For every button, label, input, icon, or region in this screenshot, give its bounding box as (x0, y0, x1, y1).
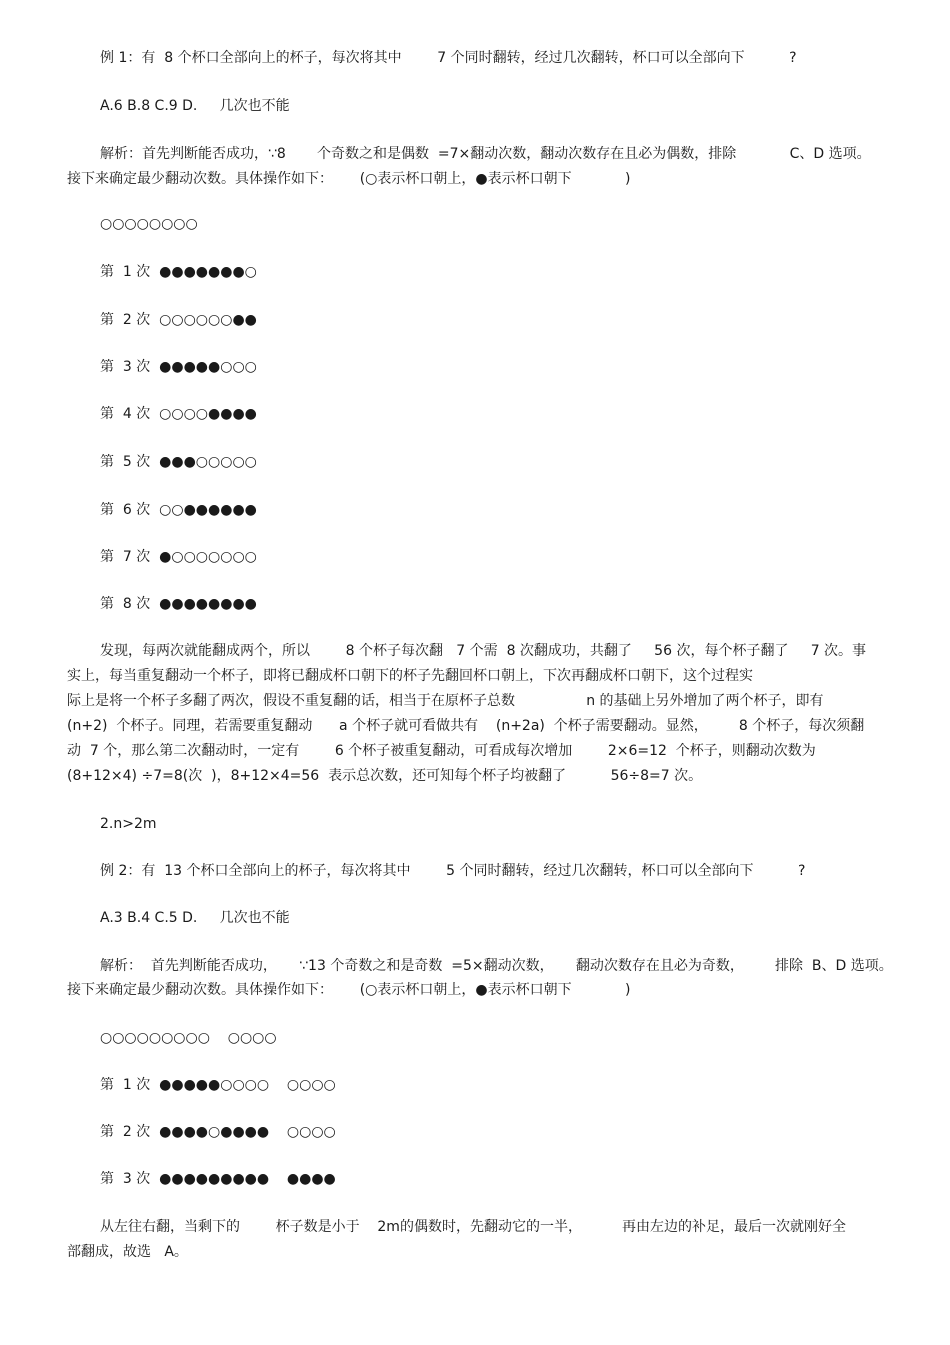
discussion-line-1: 发现，每两次就能翻成两个，所以 8 个杯子每次翻 7 个需 8 次翻成功，共翻了 56 次，每个杯子翻了 7 次。事 (100, 643, 867, 659)
example-1-analysis-line2: 接下来确定最少翻动次数。具体操作如下： (○表示杯口朝上，●表示杯口朝下 ) (67, 171, 631, 187)
example-2-initial-state: ○○○○○○○○○ ○○○○ (100, 1030, 277, 1046)
discussion-line-4: (n+2) 个杯子。同理，若需要重复翻动 a 个杯子就可看做共有 (n+2a) 个杯子需要翻动。显然， 8 个杯子，每次须翻 (67, 718, 865, 734)
example-1-question: 例 1：有 8 个杯口全部向上的杯子，每次将其中 7 个同时翻转，经过几次翻转，杯口可以全部向下 ? (100, 50, 797, 66)
example-1-step-6: 第 6 次 ○○●●●●●● (100, 502, 257, 518)
section-heading: 2.n>2m (100, 816, 157, 832)
example-1-step-4: 第 4 次 ○○○○●●●● (100, 406, 257, 422)
example-1-initial-state: ○○○○○○○○ (100, 216, 198, 232)
example-2-options: A.3 B.4 C.5 D. 几次也不能 (100, 910, 290, 926)
conclusion-line-1: 从左往右翻，当剩下的 杯子数是小于 2m的偶数时，先翻动它的一半， 再由左边的补足，最后一次就刚好全 (100, 1219, 846, 1235)
example-1-analysis-line1: 解析：首先判断能否成功，∵8 个奇数之和是偶数 =7×翻动次数，翻动次数存在且必为偶数，排除 C、D 选项。 (100, 146, 871, 162)
example-2-step-3: 第 3 次 ●●●●●●●●● ●●●● (100, 1171, 336, 1187)
example-1-step-5: 第 5 次 ●●●○○○○○ (100, 454, 257, 470)
example-1-options: A.6 B.8 C.9 D. 几次也不能 (100, 98, 290, 114)
discussion-line-2: 实上，每当重复翻动一个杯子，即将已翻成杯口朝下的杯子先翻回杯口朝上，下次再翻成杯口朝下，这个过程实 (67, 668, 753, 684)
conclusion-line-2: 部翻成，故选 A。 (67, 1244, 188, 1260)
discussion-line-5: 动 7 个，那么第二次翻动时，一定有 6 个杯子被重复翻动，可看成每次增加 2×6=12 个杯子，则翻动次数为 (67, 743, 816, 759)
example-1-step-8: 第 8 次 ●●●●●●●● (100, 596, 257, 612)
example-1-step-1: 第 1 次 ●●●●●●●○ (100, 264, 257, 280)
example-1-step-7: 第 7 次 ●○○○○○○○ (100, 549, 257, 565)
discussion-line-6: (8+12×4) ÷7=8(次 )，8+12×4=56 表示总次数，还可知每个杯子均被翻了 56÷8=7 次。 (67, 768, 703, 784)
discussion-line-3: 际上是将一个杯子多翻了两次，假设不重复翻的话，相当于在原杯子总数 n 的基础上另外增加了两个杯子，即有 (67, 693, 824, 709)
example-1-step-2: 第 2 次 ○○○○○○●● (100, 312, 257, 328)
example-2-analysis-line2: 接下来确定最少翻动次数。具体操作如下： (○表示杯口朝上，●表示杯口朝下 ) (67, 982, 631, 998)
example-2-analysis-line1: 解析： 首先判断能否成功， ∵13 个奇数之和是奇数 =5×翻动次数， 翻动次数存在且必为奇数， 排除 B、D 选项。 (100, 958, 893, 974)
example-2-step-2: 第 2 次 ●●●●○●●●● ○○○○ (100, 1124, 336, 1140)
example-1-step-3: 第 3 次 ●●●●●○○○ (100, 359, 257, 375)
example-2-step-1: 第 1 次 ●●●●●○○○○ ○○○○ (100, 1077, 336, 1093)
example-2-question: 例 2：有 13 个杯口全部向上的杯子，每次将其中 5 个同时翻转，经过几次翻转，杯口可以全部向下 ? (100, 863, 806, 879)
